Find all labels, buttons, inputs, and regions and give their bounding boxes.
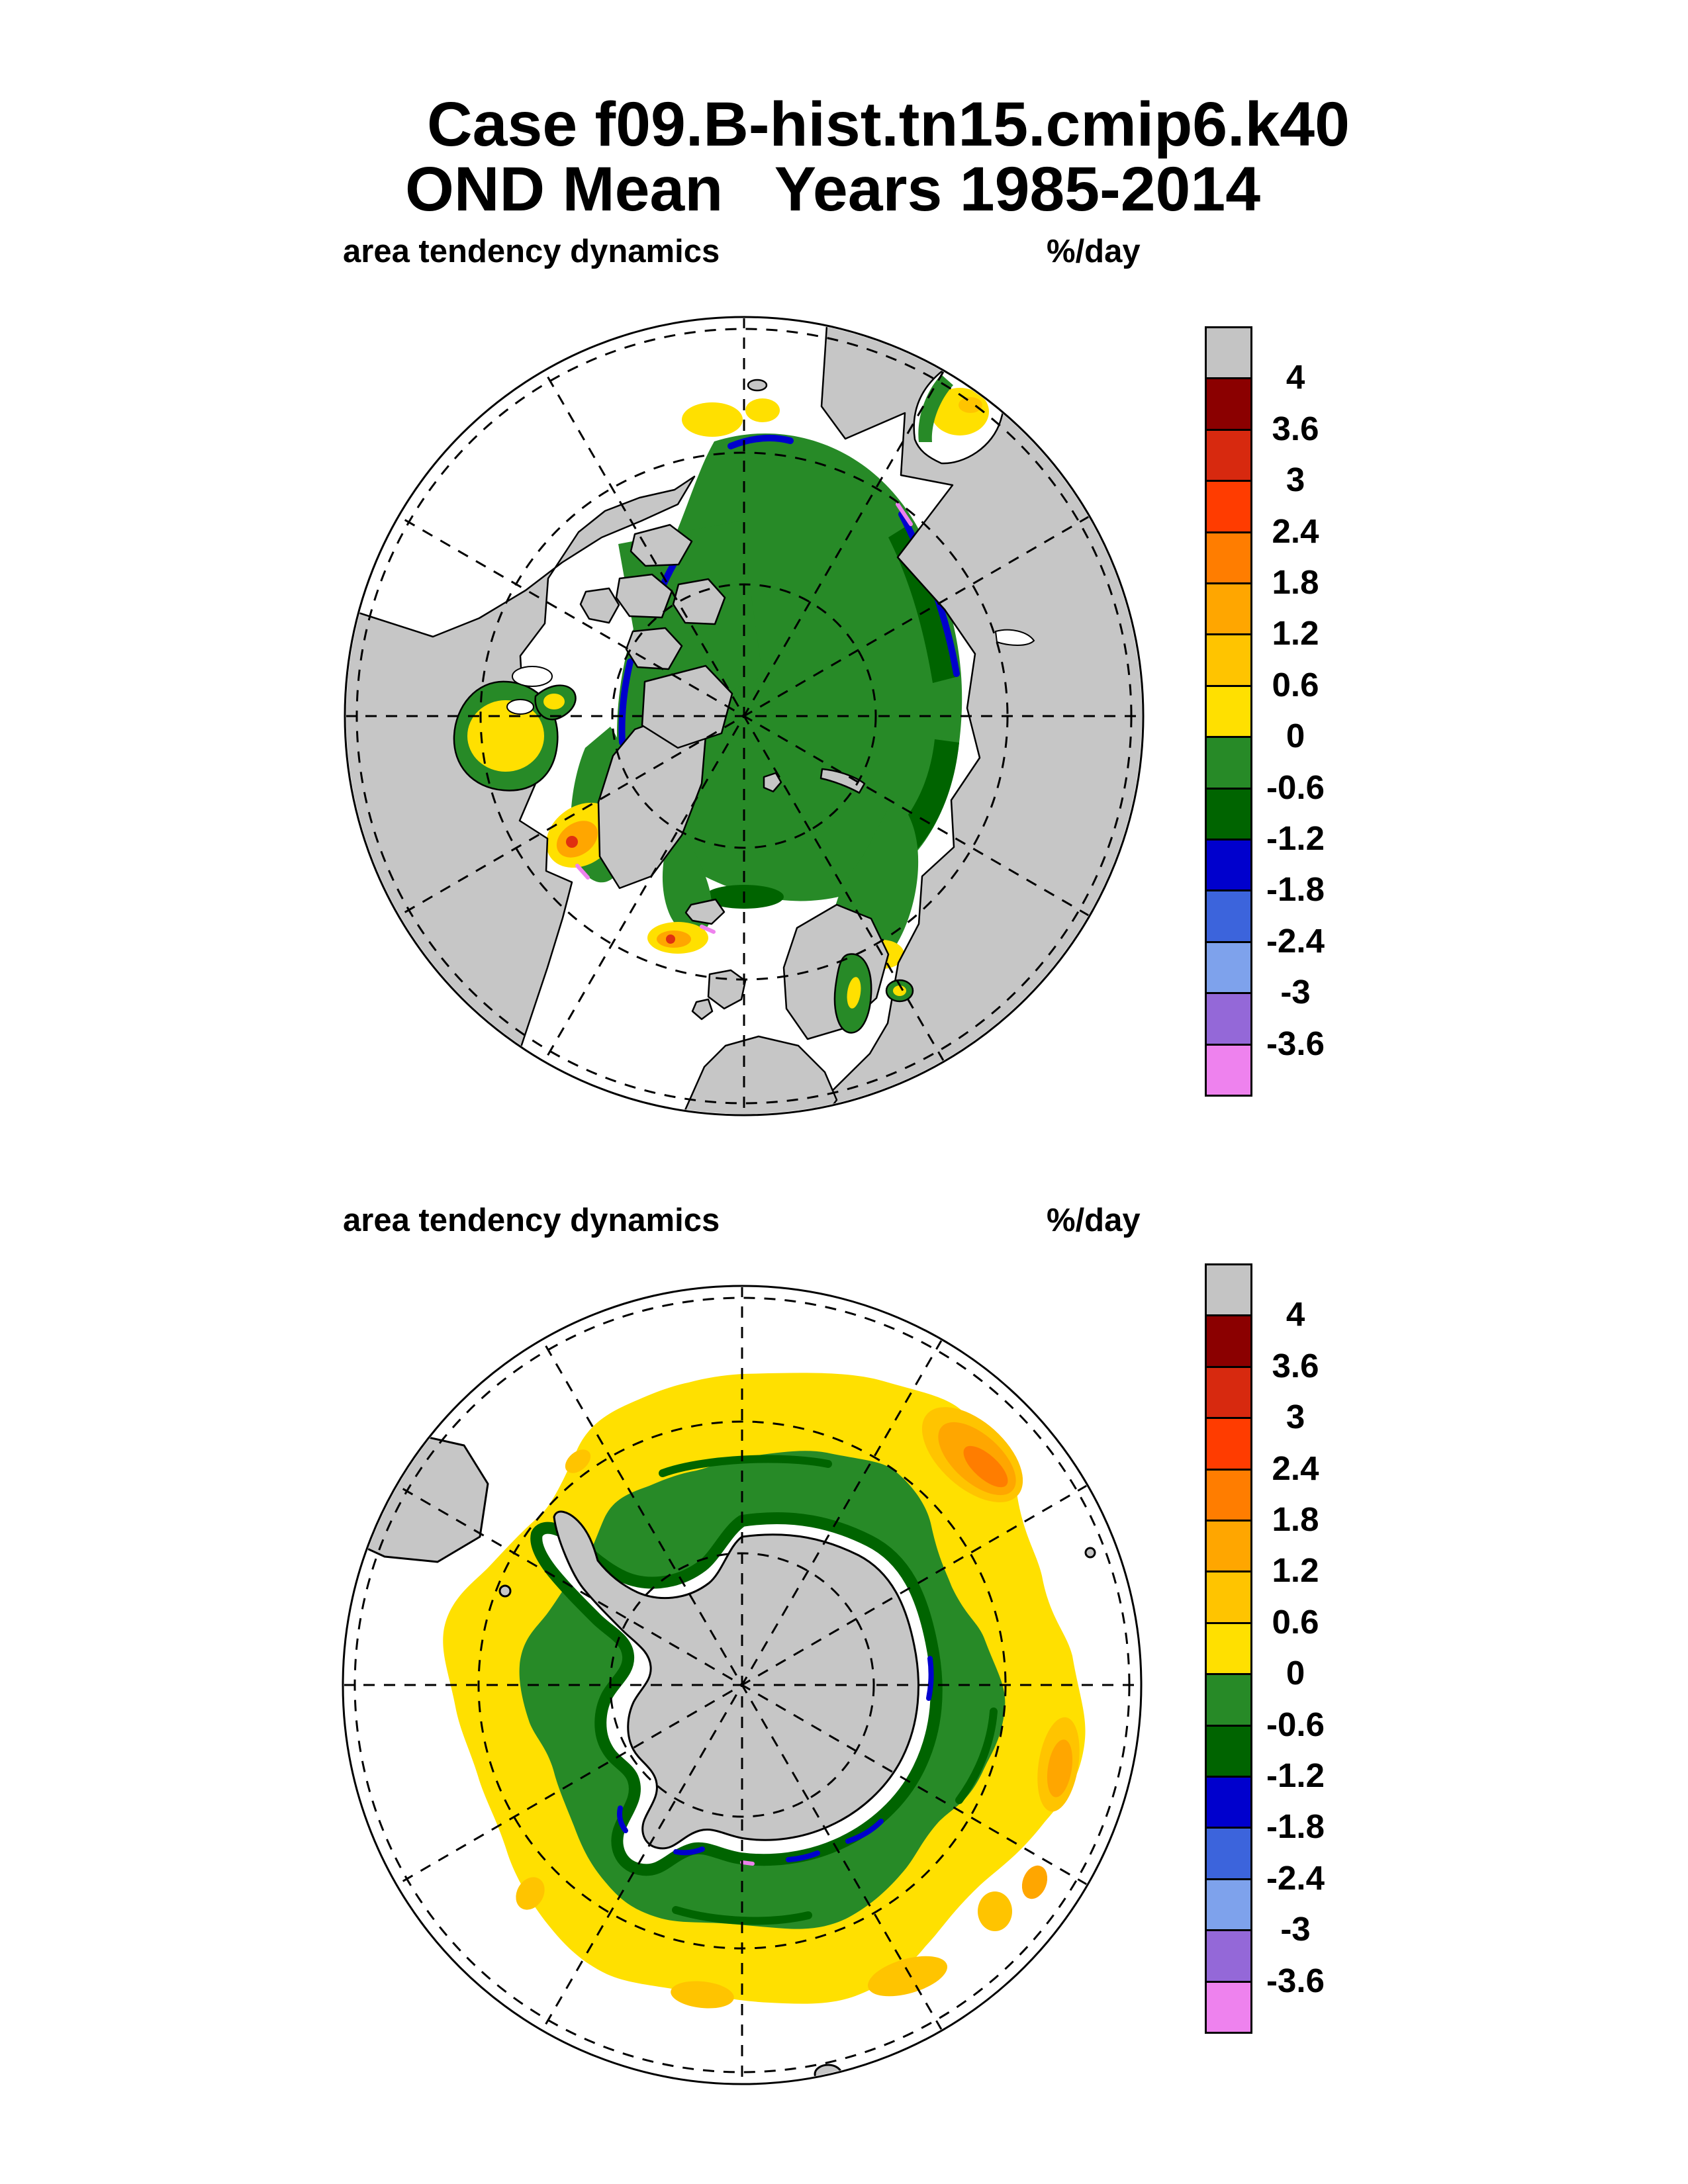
colorbar-tick-label: 1.8 xyxy=(1272,563,1319,601)
colorbar-south xyxy=(1205,1263,1325,2032)
colorbar-tick-label: 0 xyxy=(1286,717,1305,755)
colorbar-tick-label: -0.6 xyxy=(1266,768,1325,806)
colorbar-tick-label: -3 xyxy=(1280,973,1311,1011)
figure-title-period: OND Mean Years 1985-2014 xyxy=(404,154,1261,224)
colorbar-tick-label: 1.8 xyxy=(1272,1500,1319,1538)
colorbar-tick-label: 2.4 xyxy=(1272,512,1319,550)
figure-title-case: Case f09.B-hist.tn15.cmip6.k40 xyxy=(427,89,1350,159)
colorbar-tick-label: -1.8 xyxy=(1266,1807,1325,1846)
north-panel-units: %/day xyxy=(1047,234,1141,269)
colorbar-tick-label: 0.6 xyxy=(1272,665,1319,704)
colorbar-tick-label: -3 xyxy=(1280,1910,1311,1948)
colorbar-tick-label: 3 xyxy=(1286,1398,1305,1436)
colorbar-tick-label: -3.6 xyxy=(1266,1961,1325,1999)
colorbar-tick-label: -1.2 xyxy=(1266,1756,1325,1794)
colorbar-tick-label: -0.6 xyxy=(1266,1705,1325,1743)
south-panel-title: area tendency dynamics xyxy=(343,1203,720,1238)
colorbar-tick-label: -2.4 xyxy=(1266,921,1325,960)
colorbar-tick-label: 3.6 xyxy=(1272,1346,1319,1385)
north-polar-map xyxy=(334,306,1154,1126)
colorbar-tick-label: 1.2 xyxy=(1272,614,1319,653)
colorbar-tick-label: -2.4 xyxy=(1266,1858,1325,1897)
colorbar-tick-label: 1.2 xyxy=(1272,1551,1319,1590)
colorbar-tick-label: 2.4 xyxy=(1272,1449,1319,1487)
colorbar-north xyxy=(1205,326,1325,1095)
colorbar-tick-label: 3.6 xyxy=(1272,409,1319,447)
colorbar-tick-label: -1.2 xyxy=(1266,819,1325,857)
colorbar-tick-label: 0 xyxy=(1286,1654,1305,1692)
south-polar-map xyxy=(332,1275,1152,2095)
colorbar-tick-label: -1.8 xyxy=(1266,870,1325,909)
south-panel-units: %/day xyxy=(1047,1203,1141,1238)
north-panel-title: area tendency dynamics xyxy=(343,234,720,269)
colorbar-tick-label: 3 xyxy=(1286,461,1305,499)
colorbar-tick-label: 0.6 xyxy=(1272,1602,1319,1641)
colorbar-tick-label: 4 xyxy=(1286,358,1305,396)
colorbar-tick-label: -3.6 xyxy=(1266,1024,1325,1062)
colorbar-tick-label: 4 xyxy=(1286,1295,1305,1334)
